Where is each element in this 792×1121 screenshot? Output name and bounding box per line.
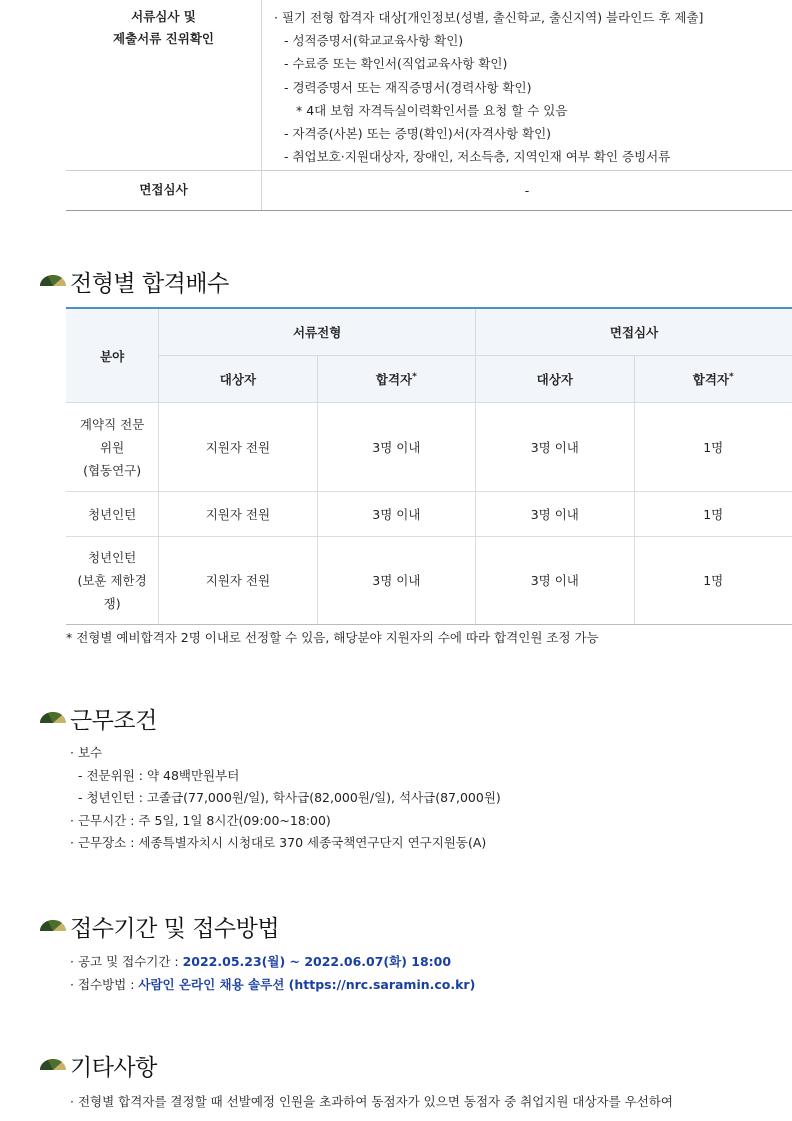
cell-int-target: 3명 이내 bbox=[476, 403, 634, 492]
half-circle-bullet-icon bbox=[38, 269, 68, 293]
th-interview-stage: 면접심사 bbox=[476, 308, 792, 356]
doc-review-item: - 성적증명서(학교교육사항 확인) bbox=[284, 33, 464, 49]
section-title: 근무조건 bbox=[70, 707, 157, 734]
section-heading-work bbox=[38, 702, 157, 734]
doc-review-item: - 수료증 또는 확인서(직업교육사항 확인) bbox=[284, 56, 508, 72]
th-int-target: 대상자 bbox=[476, 356, 634, 403]
apply-list bbox=[70, 951, 475, 996]
section-title: 접수기간 및 접수방법 bbox=[70, 915, 280, 942]
section-heading-pass bbox=[38, 265, 229, 297]
cell-doc-pass: 3명 이내 bbox=[317, 492, 475, 537]
list-item: · 보수 bbox=[70, 745, 103, 760]
work-conditions-list bbox=[70, 742, 501, 855]
cell-doc-target: 지원자 전원 bbox=[159, 403, 317, 492]
interview-value: - bbox=[262, 171, 792, 211]
table-row bbox=[66, 492, 792, 537]
cell-doc-pass: 3명 이내 bbox=[317, 403, 475, 492]
list-item: · 근무장소 : 세종특별자치시 시청대로 370 세종국책연구단지 연구지원동(A) bbox=[70, 835, 487, 850]
cell-int-pass: 1명 bbox=[634, 537, 792, 625]
th-doc-target: 대상자 bbox=[159, 356, 317, 403]
list-item: - 전문위원 : 약 48백만원부터 bbox=[78, 767, 240, 783]
th-field: 분야 bbox=[66, 308, 159, 403]
doc-review-items bbox=[262, 0, 792, 171]
th-doc-passer: 합격자* bbox=[317, 356, 475, 403]
interview-header: 면접심사 bbox=[66, 171, 262, 211]
apply-period: 2022.05.23(월) ~ 2022.06.07(화) 18:00 bbox=[182, 954, 452, 969]
pass-note: * 전형별 예비합격자 2명 이내로 선정할 수 있음, 해당분야 지원자의 수에 따라 합격인원 조정 가능 bbox=[66, 630, 599, 645]
doc-review-item: - 자격증(사본) 또는 증명(확인)서(자격사항 확인) bbox=[284, 126, 552, 142]
list-item: · 접수방법 : 사람인 온라인 채용 솔루션 (https://nrc.saramin.co.kr) bbox=[70, 976, 476, 992]
table-row bbox=[66, 537, 792, 625]
section-heading-apply bbox=[38, 910, 279, 942]
cell-doc-pass: 3명 이내 bbox=[317, 537, 475, 625]
table-row bbox=[66, 403, 792, 492]
list-item: - 청년인턴 : 고졸급(77,000원/일), 학사급(82,000원/일), 석사급(87,000원) bbox=[78, 790, 501, 805]
th-doc-stage: 서류전형 bbox=[159, 308, 476, 356]
doc-review-item: · 필기 전형 합격자 대상[개인정보(성별, 출신학교, 출신지역) 블라인드 후 제출] bbox=[274, 10, 704, 25]
doc-review-item: - 취업보호·지원대상자, 장애인, 저소득층, 지역인재 여부 확인 증빙서류 bbox=[284, 149, 671, 165]
cell-int-pass: 1명 bbox=[634, 403, 792, 492]
cell-field: 계약직 전문 위원 (협동연구) bbox=[66, 403, 159, 492]
etc-list bbox=[70, 1091, 673, 1114]
pass-ratio-table bbox=[66, 307, 792, 625]
apply-link[interactable]: 사람인 온라인 채용 솔루션 (https://nrc.saramin.co.kr) bbox=[138, 976, 476, 992]
list-item: · 전형별 합격자를 결정할 때 선발예정 인원을 초과하여 동점자가 있으면 동점자 중 취업지원 대상자를 우선하여 bbox=[70, 1094, 673, 1109]
half-circle-bullet-icon bbox=[38, 706, 68, 730]
list-item: · 근무시간 : 주 5일, 1일 8시간(09:00~18:00) bbox=[70, 812, 331, 828]
half-circle-bullet-icon bbox=[38, 914, 68, 938]
section-title: 기타사항 bbox=[70, 1054, 157, 1081]
cell-field: 청년인턴 bbox=[66, 492, 159, 537]
doc-review-item: - 경력증명서 또는 재직증명서(경력사항 확인) bbox=[284, 79, 532, 95]
cell-field: 청년인턴 (보훈 제한경 쟁) bbox=[66, 537, 159, 625]
cell-int-pass: 1명 bbox=[634, 492, 792, 537]
doc-review-header: 서류심사 및 제출서류 진위확인 bbox=[66, 0, 262, 171]
section-title: 전형별 합격배수 bbox=[70, 270, 229, 297]
cell-int-target: 3명 이내 bbox=[476, 537, 634, 625]
cell-doc-target: 지원자 전원 bbox=[159, 537, 317, 625]
th-int-passer: 합격자* bbox=[634, 356, 792, 403]
list-item: · 공고 및 접수기간 : 2022.05.23(월) ~ 2022.06.07(화) 18:00 bbox=[70, 954, 452, 969]
cell-doc-target: 지원자 전원 bbox=[159, 492, 317, 537]
half-circle-bullet-icon bbox=[38, 1053, 68, 1077]
doc-review-item: * 4대 보험 자격득실이력확인서를 요청 할 수 있음 bbox=[296, 102, 568, 118]
section-heading-etc bbox=[38, 1049, 157, 1081]
cell-int-target: 3명 이내 bbox=[476, 492, 634, 537]
review-table bbox=[66, 0, 792, 211]
